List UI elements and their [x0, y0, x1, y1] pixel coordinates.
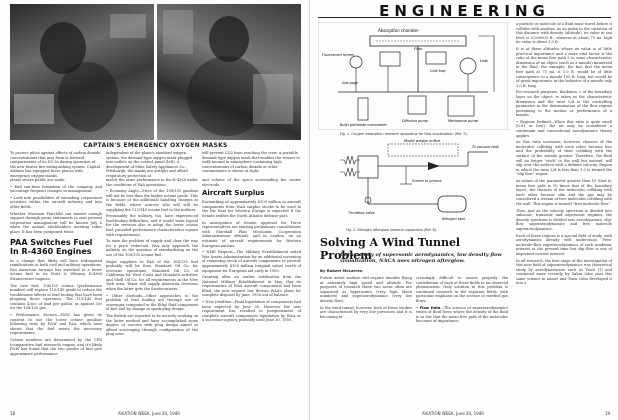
- fig1-label-leak: Leak: [480, 59, 489, 63]
- figure-2-afterglow-diagram: [318, 138, 508, 226]
- article-byline: By Robert McLarren: [320, 268, 363, 273]
- article-column-2: creasingly difficult to assess properly the contribution of each of these fields to an observed phenomenon. Only solution to this problem is continued research in the separate fields, with particular emphasis on the science of rarefied gas flows. • Flow Data—The science of superaerodynamics treats of fluid flows where the density of the fluid is so low that the mean free path of the molecules becomes of importance.: [416, 276, 508, 324]
- fig1-label-cold-trap: Cold trap: [430, 69, 446, 73]
- fig2-label-model-wedge: Model wedge orifice: [404, 139, 441, 143]
- article-deck: In the study of supersonic aerodynamics, low density flow visualization, NACA uses nitrogen afterglow.: [340, 252, 502, 264]
- caption-column-3: will prevent CO2 from reaching the crew. A portable demand-type oxygen mask that enables the wearer to walk around in atmosphere containing high concentrations of carbon dioxide or other contaminants is shown at right.: [202, 151, 300, 173]
- left-article-column-2: match the same performance in the R-4360 under the conditions of PAA operations. • Economy Angle—Price of the 108/135 gasoline will not be less than the higher octane grade. This is because of the additional handling charges at the fields, where sources who will still be supplying the 115/145 octane fuel to the military. Presumably the military, too, have experienced lead-fouling difficulties, and it would seem logical for the services also to adopt the lower octane fuel, provided performance characteristics square with requirements. To ease the problem of supply and clear the way for a price reduction, PAA may approach the military on the question of standardizing on the use of the 108/135 octane fuel. Major suppliers to PAA of the 108/135 fuel probably will be Esso Standard Oil Co. for overseas operations, Standard Oil Co. of California for West Coast and Honolulu activities and Shell Oil Co. for all requirements in the New York area. Texas will supply American Overseas when the latter gets the Stratocruisers. • Other Methods—Other approaches to the problem of lead fouling are through use of scavenger compound in the Ethyl fluid component of fuel and by change in spark-plug design. The British are reported to be actively working on the latter method and have accomplished some degree of success with plug design aimed at afford scavenging through configuration of the plug nose.: [106, 178, 198, 337]
- fig2-label-nitrogen-tank: Nitrogen tank: [442, 217, 466, 221]
- article-column-1: Future aerial warfare will require missiles flying at extremely high speed and altitude. For purposes of research these two areas often are separated as hypersonics (very high Mach numbers) and superaerodynamics (very low density flow). In the wind tunnel, however, both of these studies are characterized by very low pressures and it is becoming in-: [320, 276, 412, 319]
- subhead-flow-data: Flow Data: [419, 305, 441, 310]
- right-page-number: 19: [604, 411, 610, 416]
- fig2-label-vacuum-tank: To vacuum tank: [472, 145, 499, 149]
- left-article-column-1: plants where public are made. • End run-time formation of the company and encourage frequent changes in management. • Look into possibilities of extending corporation activities within the aircraft industry and into other fields. Whether Sherman Fairchild can muster enough support through proxy statements to oust present corporation management will be known July 6 when the annual stockholders meeting takes place. It has been postponed twice. PAA Switches Fuel In R-4360 Engines In a change that likely will have widespread ramifications in both civil and military operations, Pan American Airways has switched to a lower octane fuel in its Pratt & Whitney R-4360 Stratocruiser engines. The new fuel, 108/135 octane (performance number) will replace 115/145 grade to reduce the troublesome effects of lead fouling that have been plaguing those operators. The 115/145 fuel contains 4.6cc of lead per gallon, as against 3cc for the 108/135 gas. • Performance Factors—P&W has given its consent to use the lower octane gasoline following tests by P&W and PAA, which have shown that the fuel meets the necessary requirements. Octane numbers are determined by the CFR (comparative fuel research) engine, and it's likely P&W has found that the two grades of fuel give approximate performance.: [10, 178, 102, 356]
- left-folio: AVIATION WEEK, June 20, 1949: [118, 411, 180, 416]
- article-column-3: a particle or molecule of a fluid must travel before it collides with another. As an index to the variation of this distance with density (altitude), its value at sea level is 0.000003 ft., whereas at about 75 mi. high its value is about 1.0 ft. It is at these altitudes where its value is of little practical importance and a more vital factor is the ratio of the mean free path L to some characteristic dimension of an object (such as a missile) immersed in the fluid. For example, the fact that the mean free path at 75 mi. is 1.0 ft. would be of little consequence to a missile 100 ft. long, but would be of great importance in the behavior of a missile only 1.0 ft. long. For research purposes, thickness, L of the boundary layer on the object, is taken as the characteristic dimension and the ratio L/d is the controlling parameter in the determination of the flow regime pertaining to the motion or performance of a missile. • Regions Defined—When this ratio is quite small (0.01 or less), the air may be considered a continuum and conventional aerodynamics theory applies. As this ratio increases, however, chances of the molecules colliding with each other become less and the probability of their colliding with the surface of the missile greater. Therefore, the fluid will no longer "stick" to the wall but instead, will slip over the surface with a definite velocity. Region in which the ratio L/d is less than 1.0 is termed the "slip flow" region. At values of the parameter greater than 10 (that is, mean free path is 10 times that of the boundary layer), the chances of the molecules colliding with each other become slim and the gas may be considered a stream of free molecules colliding with the wall. This region is termed "free molecule flow." Thus, just as the velocity spectrum is divided into subsonic, transonic and supersonic regimes, the density spectrum is divided into aerodynamics, slip-flow superaerodynamics and free molecule superaerodynamics. Each of these regions is a special field of study, with aerodynamics already well understood. Free-molecule-flow superaerodynamics of such academic interest at the present time but slip flow is one of important current interest. In all research, the first stage of the investigation of this new field of superaerodynamics was theoretical study by aerodynamicists such as Tsien (1) and continued more recently by Zahm (also past this same science in name) and Tsien (who developed it into a: [516, 22, 612, 286]
- figure-2-caption: Fig. 2. Nitrogen afterglow research apparatus (Ref. 6).: [346, 228, 438, 232]
- figure-1-caption: Fig. 1. Oxygen absorption research apparatus for flow visualization (Ref. 9).: [340, 132, 468, 136]
- photo-pilot-oxygen-mask: [10, 4, 154, 140]
- right-page: [309, 0, 618, 420]
- right-folio: AVIATION WEEK, June 20, 1949: [422, 411, 484, 416]
- fig1-label-gas-gage: Gas gage: [342, 81, 359, 85]
- fig1-label-diffusion-pump: Diffusion pump: [402, 119, 428, 123]
- fig1-label-absorption-chamber: Absorption chamber: [378, 28, 419, 33]
- fig1-label-fluorescent-screen: Fluorescent screen: [322, 53, 355, 57]
- fig2-label-screen-ground: Screen to ground: [412, 179, 442, 183]
- photo-caption-title: CAPTAIN'S EMERGENCY OXYGEN MASKS: [83, 142, 228, 149]
- left-article-column-3: and volume of the space surrounding the center electrode. Aircraft Surplus Earmarking of approximately $100 million in aircraft components from WAA surplus stocks to be used in the Far East for Western Europe is expected if the Senate ratifies the North Atlantic defense pact. In anticipation of Senate approval for Force representatives are starting preliminary consultations with Marshall Plan (Economic Cooperation Administration) officials, and in London, on an estimate of aircraft requirements for Western European nations. • NME Request—The Military Establishment asked War Assets Administration for an additional screening of remaining stock of aircraft components to provide approximately $100 million (original value) worth of equipment for European aid early in 1950. Granting after an earlier notification from the National Military Establishment in May, that its requirements of WAA aircraft components had been filled, the new request has thrown WAA's plans for complete disposal by June, 1950 out of balance. • New Deadline—Final liquidation of components had been expected by June 30. However the new requirement has resulted in postponement of complete aircraft components liquidation by WAA or a successor agency, probably until June 30, 1950.: [202, 178, 301, 323]
- caption-column-2: independent of the plane's standard oxygen system, the demand-type oxygen mask plugged into outlets on the control panel (left). A development of Mine Safety Appliances Co., Pittsburgh, the masks are airtight and afford respiratory protection at: [106, 151, 193, 178]
- fig1-label-manometer: Butyl phthalate manometer: [340, 123, 388, 127]
- heading-aircraft-surplus: Aircraft Surplus: [202, 189, 265, 198]
- fig1-label-flow: Flow: [414, 47, 423, 51]
- photo-portable-oxygen-mask: [157, 4, 301, 140]
- article-title: Solving A Wind Tunnel Problem: [320, 236, 461, 262]
- figure-1-apparatus-diagram: [318, 22, 508, 130]
- heading-paa-switches-fuel: PAA Switches Fuel In R-4360 Engines: [10, 237, 93, 256]
- fig1-label-mechanical-pump: Mechanical pump: [448, 119, 478, 123]
- section-banner: ENGINEERING: [318, 2, 611, 18]
- fig2-label-throttling-valve: Throttling valve: [348, 211, 375, 215]
- caption-column-1: To protect pilots against effects of carbon dioxide concentrations that may form in forward compartments of its DC-6s during operation of the new heater fire extinguishing system, Capital Airlines has equipped these planes with emergency oxygen masks,: [10, 151, 101, 178]
- left-page-number: 18: [10, 411, 16, 416]
